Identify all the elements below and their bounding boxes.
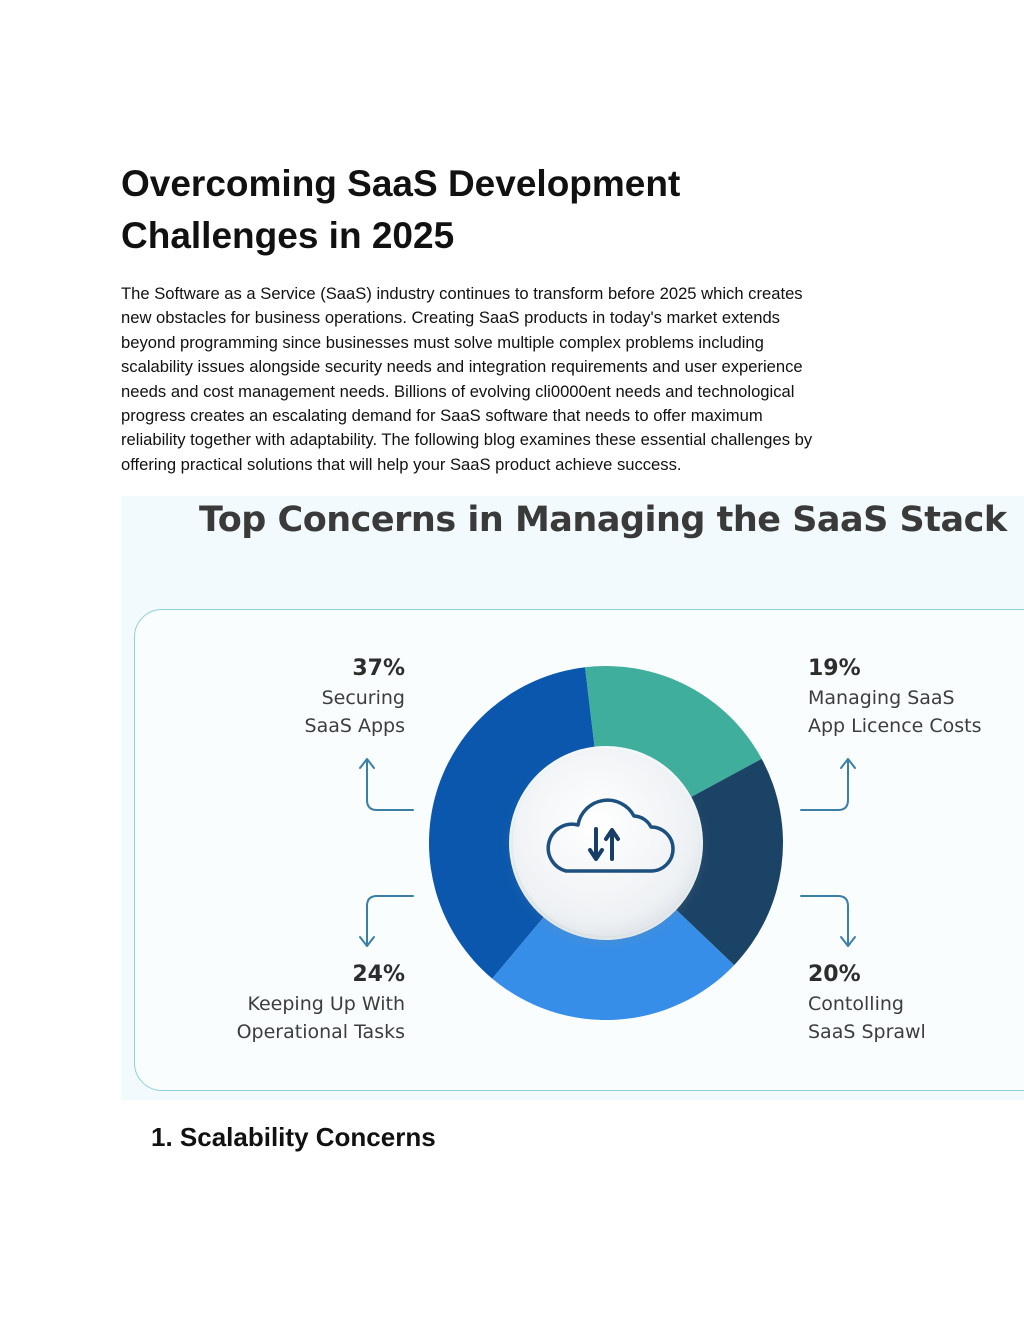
article-title-line1: Overcoming SaaS Development (121, 163, 681, 204)
stat-value: 19% (808, 656, 861, 681)
stat-value: 37% (352, 656, 405, 681)
stat-securing (195, 654, 405, 740)
infographic-title-part: in Managing the SaaS Stack (455, 500, 1007, 540)
stat-label: App Licence Costs (808, 715, 982, 737)
intro-line: progress creates an escalating demand for SaaS software that needs to offer maximum (121, 406, 763, 426)
section-heading: 1. Scalability Concerns (151, 1122, 436, 1152)
intro-line: needs and cost management needs. Billions of evolving cli0000ent needs and technological (121, 381, 795, 401)
article-title (121, 158, 821, 262)
intro-line: reliability together with adaptability. The following blog examines these essential challenges by (121, 430, 813, 450)
stat-label: SaaS Apps (304, 715, 405, 737)
arrow-operational (360, 896, 413, 946)
intro-line: The Software as a Service (SaaS) industry continues to transform before 2025 which creates (121, 284, 803, 303)
infographic-title-part: Top (199, 500, 278, 540)
stat-label: Keeping Up With (247, 993, 405, 1015)
stat-label: SaaS Sprawl (808, 1021, 926, 1043)
infographic-title-highlight: Concerns (277, 500, 456, 540)
stat-sprawl (808, 960, 1018, 1046)
arrow-securing (360, 759, 413, 810)
arrow-licence (801, 759, 855, 810)
stat-value: 24% (352, 962, 405, 987)
intro-line: beyond programming since businesses must solve multiple complex problems including (121, 332, 764, 352)
intro-paragraph (121, 282, 901, 477)
article-title-line2: Challenges in 2025 (121, 215, 455, 256)
stat-label: Securing (321, 687, 405, 709)
stat-value: 20% (808, 962, 861, 987)
intro-line: new obstacles for business operations. Creating SaaS products in today's market extends (121, 308, 780, 328)
intro-line: scalability issues alongside security needs and integration requirements and user experience (121, 357, 803, 377)
intro-line: offering practical solutions that will help your SaaS product achieve success. (121, 454, 682, 474)
infographic-image (121, 496, 1024, 1100)
stat-label: Operational Tasks (236, 1021, 405, 1043)
stat-label: Managing SaaS (808, 687, 955, 709)
stat-licence (808, 654, 1018, 740)
stat-label: Contolling (808, 993, 904, 1015)
stat-operational (195, 960, 405, 1046)
arrow-sprawl (801, 896, 855, 946)
